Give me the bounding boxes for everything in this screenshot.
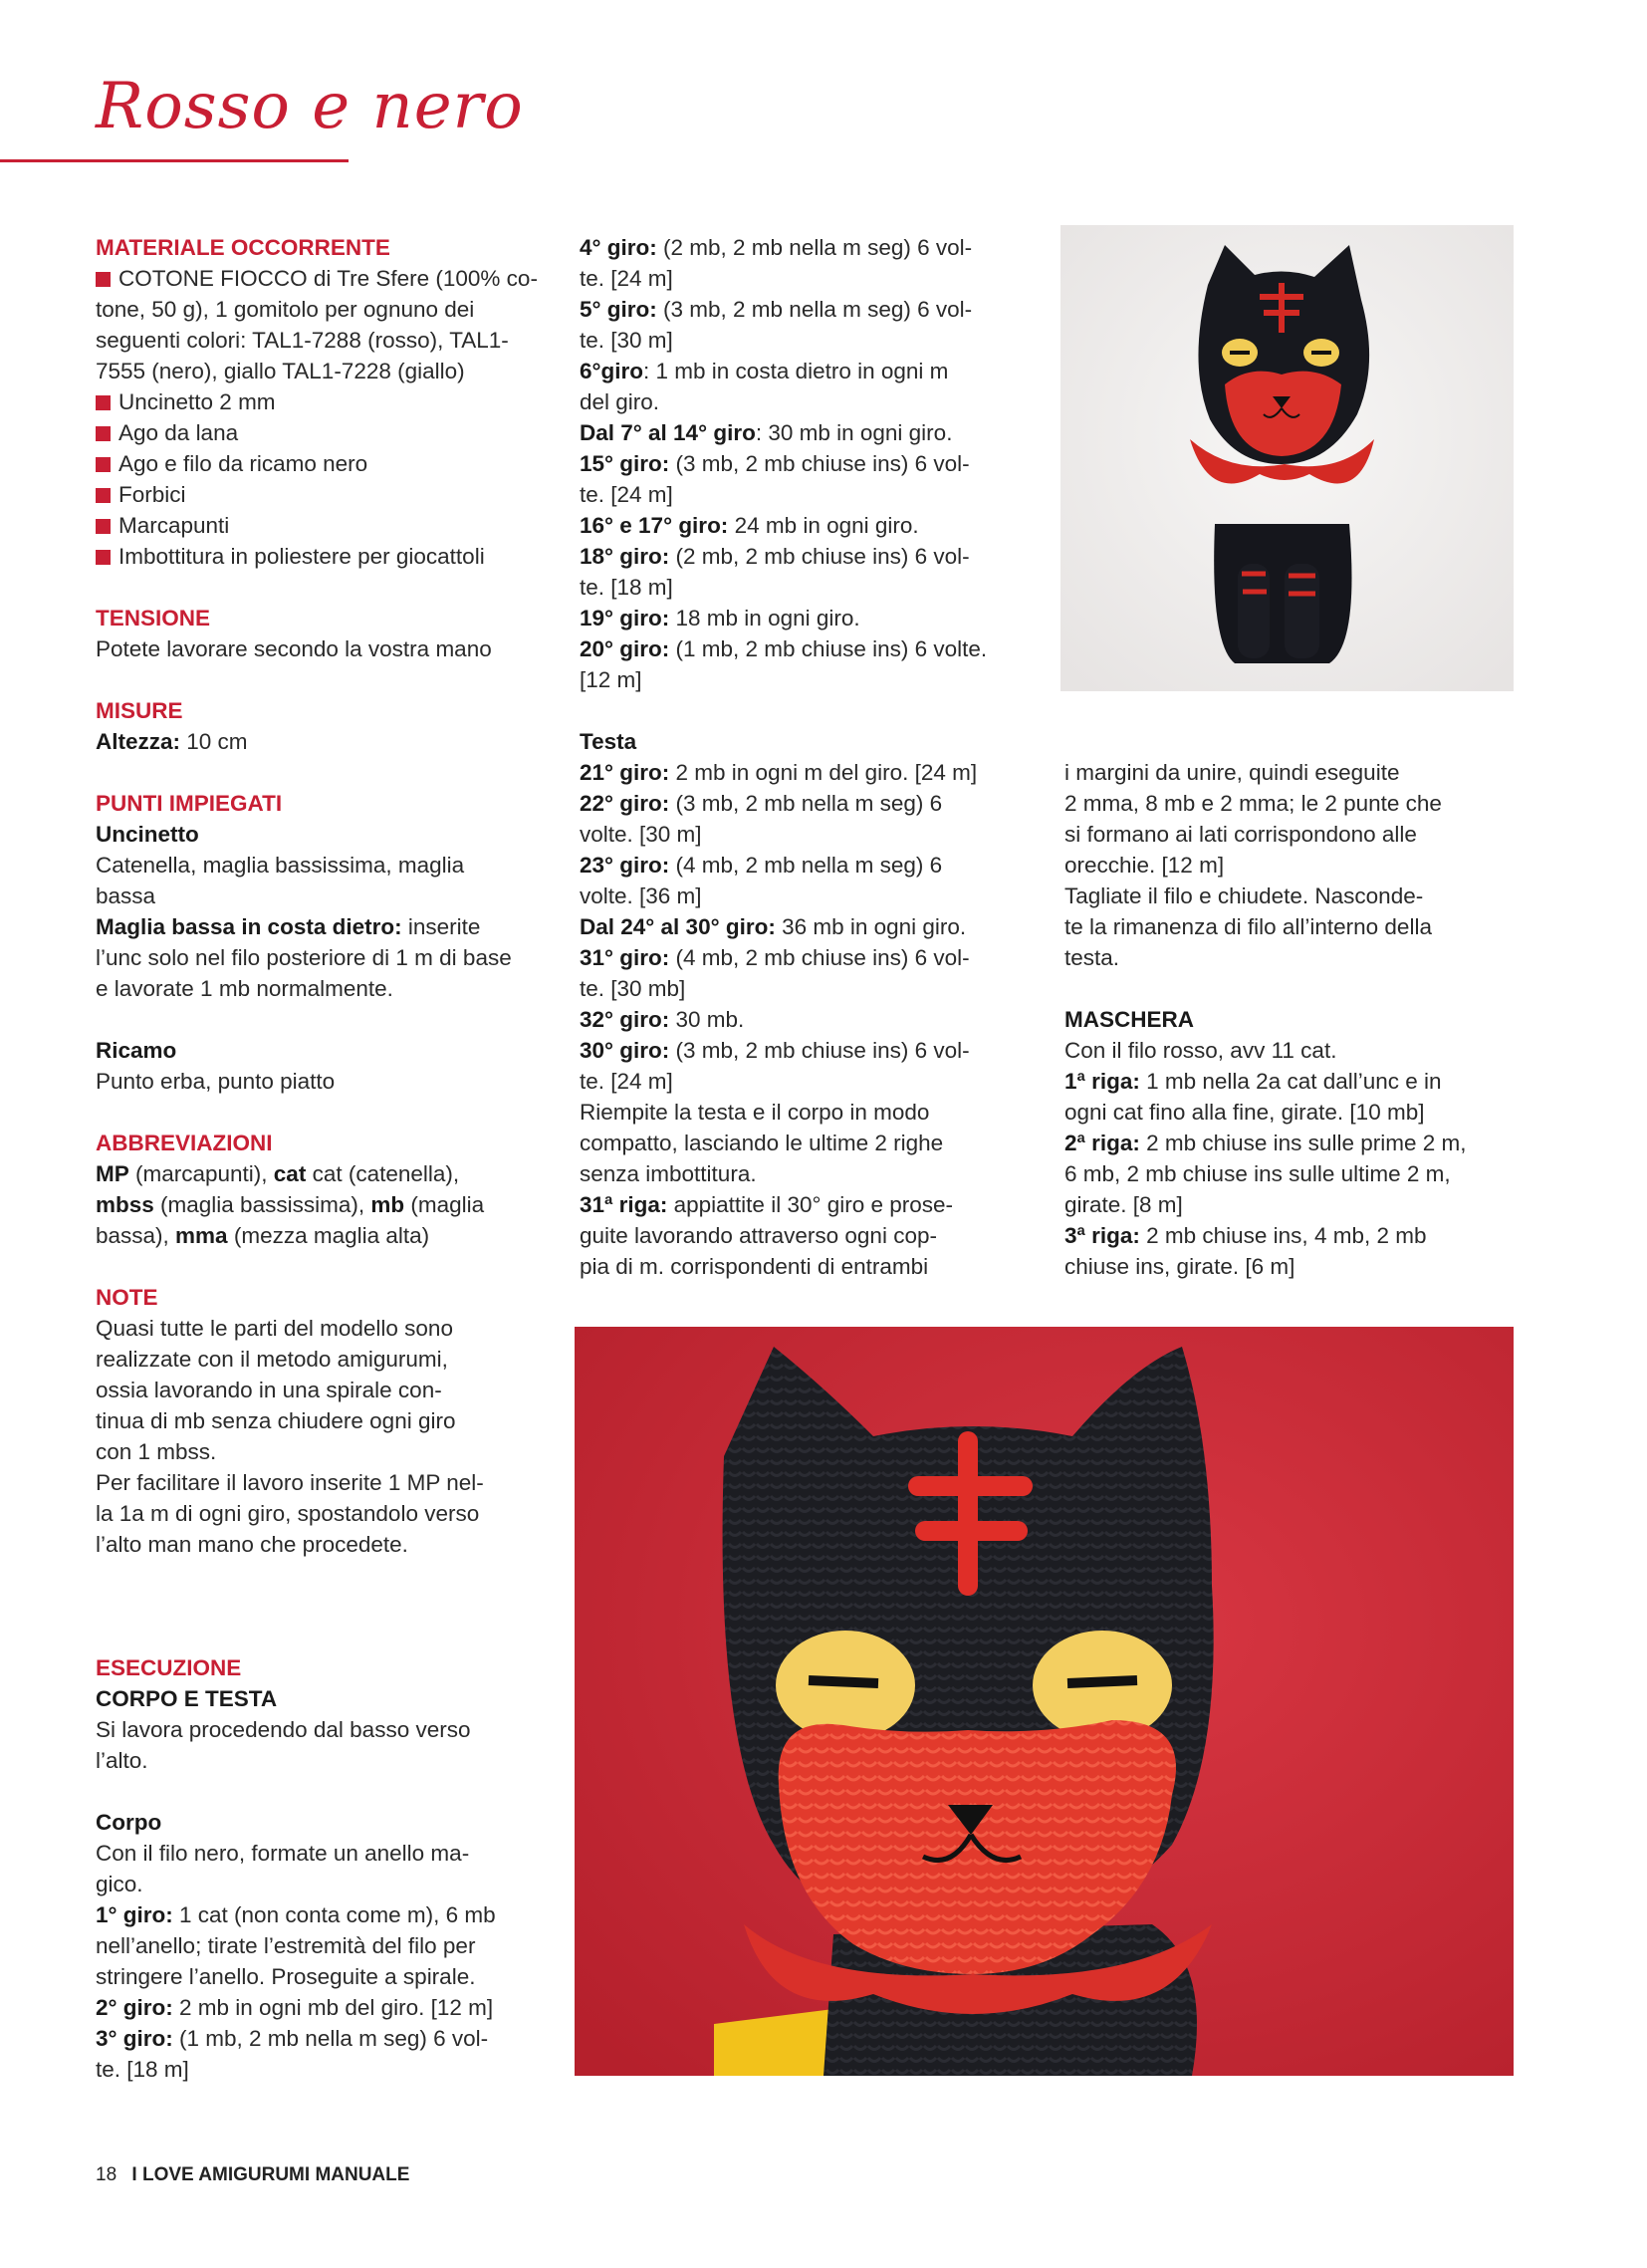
round-line: del giro.	[580, 389, 660, 414]
embroidery-text: Punto erba, punto piatto	[96, 1069, 336, 1094]
bullet-icon	[96, 389, 118, 414]
round-line: 23° giro: (4 mb, 2 mb nella m seg) 6	[580, 853, 943, 878]
page-number: 18	[96, 2164, 118, 2185]
round-line: volte. [36 m]	[580, 883, 702, 908]
back-loop-line: e lavorate 1 mb normalmente.	[96, 976, 393, 1001]
cat-full-illustration	[1060, 225, 1514, 691]
column-2	[580, 232, 1033, 1282]
round-line: 30° giro: (3 mb, 2 mb chiuse ins) 6 vol-	[580, 1038, 970, 1063]
cont-line: Tagliate il filo e chiudete. Nasconde-	[1064, 883, 1424, 908]
mask-row: 2ª riga: 2 mb chiuse ins sulle prime 2 m,	[1064, 1131, 1467, 1155]
materials-item: Imbottitura in poliestere per giocattoli	[96, 541, 546, 572]
round-line: te. [30 m]	[580, 328, 673, 353]
notes-line: realizzate con il metodo amigurumi,	[96, 1347, 448, 1372]
cont-line: 2 mma, 8 mb e 2 mma; le 2 punte che	[1064, 791, 1442, 816]
round-line: 31° giro: (4 mb, 2 mb chiuse ins) 6 vol-	[580, 945, 970, 970]
materials-item-cont: seguenti colori: TAL1-7288 (rosso), TAL1-	[96, 328, 509, 353]
materials-item: COTONE FIOCCO di Tre Sfere (100% co-	[96, 263, 546, 294]
tension-heading: TENSIONE	[96, 606, 211, 630]
round-line: 20° giro: (1 mb, 2 mb chiuse ins) 6 volte.	[580, 636, 988, 661]
round-line: 4° giro: (2 mb, 2 mb nella m seg) 6 vol-	[580, 235, 973, 260]
round-line: 18° giro: (2 mb, 2 mb chiuse ins) 6 vol-	[580, 544, 970, 569]
fill-line: senza imbottitura.	[580, 1161, 757, 1186]
cat-closeup-photo	[575, 1327, 1514, 2076]
bullet-icon	[96, 451, 118, 476]
execution-heading: ESECUZIONE	[96, 1655, 242, 1680]
cont-line: testa.	[1064, 945, 1120, 970]
tension-text: Potete lavorare secondo la vostra mano	[96, 636, 492, 661]
round-line: 32° giro: 30 mb.	[580, 1007, 745, 1032]
cont-line: te la rimanenza di filo all’interno della	[1064, 914, 1432, 939]
materials-item: Uncinetto 2 mm	[96, 386, 546, 417]
magazine-name: I LOVE AMIGURUMI MANUALE	[131, 2164, 410, 2185]
mask-heading: MASCHERA	[1064, 1007, 1195, 1032]
cat-full-photo	[1060, 225, 1514, 691]
notes-heading: NOTE	[96, 1285, 158, 1310]
round-line: te. [24 m]	[580, 482, 673, 507]
rows-b	[580, 757, 1033, 1097]
materials-item-cont: 7555 (nero), giallo TAL1-7228 (giallo)	[96, 359, 465, 383]
mask-row: 1ª riga: 1 mb nella 2a cat dall’unc e in	[1064, 1069, 1442, 1094]
back-loop-line: Maglia bassa in costa dietro: inserite	[96, 914, 481, 939]
round-line: stringere l’anello. Proseguite a spirale.	[96, 1964, 476, 1989]
measures-heading: MISURE	[96, 698, 183, 723]
mask-row: chiuse ins, girate. [6 m]	[1064, 1254, 1295, 1279]
notes-line: con 1 mbss.	[96, 1439, 217, 1464]
bullet-icon	[96, 266, 118, 291]
column-3	[1064, 757, 1515, 1282]
row-line: 31ª riga: appiattite il 30° giro e prose-	[580, 1192, 954, 1217]
back-loop-line: l’unc solo nel filo posteriore di 1 m di base	[96, 945, 512, 970]
notes-line: Quasi tutte le parti del modello sono	[96, 1316, 453, 1341]
body-head-subheading: CORPO E TESTA	[96, 1686, 278, 1711]
body-line: Con il filo nero, formate un anello ma-	[96, 1841, 470, 1866]
bullet-icon	[96, 482, 118, 507]
round-line: 2° giro: 2 mb in ogni mb del giro. [12 m]	[96, 1995, 494, 2020]
mask-row: 6 mb, 2 mb chiuse ins sulle ultime 2 m,	[1064, 1161, 1451, 1186]
round-line: Dal 24° al 30° giro: 36 mb in ogni giro.	[580, 914, 967, 939]
execution-line: Si lavora procedendo dal basso verso	[96, 1717, 471, 1742]
body-line: gico.	[96, 1872, 143, 1896]
cont-line: orecchie. [12 m]	[1064, 853, 1225, 878]
notes-line: l’alto man mano che procedete.	[96, 1532, 408, 1557]
round-line: Dal 7° al 14° giro: 30 mb in ogni giro.	[580, 420, 953, 445]
materials-item: Ago e filo da ricamo nero	[96, 448, 546, 479]
crochet-subheading: Uncinetto	[96, 822, 199, 847]
bullet-icon	[96, 513, 118, 538]
page-title: Rosso e nero	[96, 70, 524, 143]
cont-line: i margini da unire, quindi eseguite	[1064, 760, 1400, 785]
round-line: 5° giro: (3 mb, 2 mb nella m seg) 6 vol-	[580, 297, 973, 322]
round-line: te. [24 m]	[580, 266, 673, 291]
round-line: [12 m]	[580, 667, 642, 692]
crochet-text: bassa	[96, 883, 156, 908]
notes-line: la 1a m di ogni giro, spostandolo verso	[96, 1501, 480, 1526]
round-line: te. [30 mb]	[580, 976, 686, 1001]
round-line: 3° giro: (1 mb, 2 mb nella m seg) 6 vol-	[96, 2026, 489, 2051]
materials-heading: MATERIALE OCCORRENTE	[96, 235, 390, 260]
materials-item-cont: tone, 50 g), 1 gomitolo per ognuno dei	[96, 297, 475, 322]
cat-closeup-illustration	[575, 1327, 1514, 2076]
page-footer	[96, 2164, 409, 2186]
abbr-heading: ABBREVIAZIONI	[96, 1131, 273, 1155]
round-line: nell’anello; tirate l’estremità del filo per	[96, 1933, 476, 1958]
round-line: 6°giro: 1 mb in costa dietro in ogni m	[580, 359, 949, 383]
notes-line: ossia lavorando in una spirale con-	[96, 1378, 442, 1402]
head-subheading: Testa	[580, 729, 637, 754]
row-line: guite lavorando attraverso ogni cop-	[580, 1223, 937, 1248]
row-line: pia di m. corrispondenti di entrambi	[580, 1254, 929, 1279]
round-line: 15° giro: (3 mb, 2 mb chiuse ins) 6 vol-	[580, 451, 970, 476]
fill-line: compatto, lasciando le ultime 2 righe	[580, 1131, 944, 1155]
fill-line: Riempite la testa e il corpo in modo	[580, 1100, 930, 1125]
stitches-heading: PUNTI IMPIEGATI	[96, 791, 283, 816]
crochet-text: Catenella, maglia bassissima, maglia	[96, 853, 465, 878]
round-line: te. [24 m]	[580, 1069, 673, 1094]
materials-item: Forbici	[96, 479, 546, 510]
title-rule	[0, 159, 349, 162]
abbr-line: mbss (maglia bassissima), mb (maglia	[96, 1192, 485, 1217]
round-line: 1° giro: 1 cat (non conta come m), 6 mb	[96, 1902, 496, 1927]
round-line: te. [18 m]	[580, 575, 673, 600]
round-line: 19° giro: 18 mb in ogni giro.	[580, 606, 860, 630]
notes-line: Per facilitare il lavoro inserite 1 MP nel-	[96, 1470, 484, 1495]
abbr-line: MP (marcapunti), cat cat (catenella),	[96, 1161, 460, 1186]
notes-line: tinua di mb senza chiudere ogni giro	[96, 1408, 456, 1433]
round-line: 22° giro: (3 mb, 2 mb nella m seg) 6	[580, 791, 943, 816]
mask-row: girate. [8 m]	[1064, 1192, 1183, 1217]
mask-row: 3ª riga: 2 mb chiuse ins, 4 mb, 2 mb	[1064, 1223, 1427, 1248]
body-subheading: Corpo	[96, 1810, 162, 1835]
mask-row: ogni cat fino alla fine, girate. [10 mb]	[1064, 1100, 1425, 1125]
materials-item: Ago da lana	[96, 417, 546, 448]
execution-line: l’alto.	[96, 1748, 148, 1773]
round-line: volte. [30 m]	[580, 822, 702, 847]
embroidery-subheading: Ricamo	[96, 1038, 177, 1063]
round-line: 21° giro: 2 mb in ogni m del giro. [24 m]	[580, 760, 978, 785]
bullet-icon	[96, 544, 118, 569]
height-line: Altezza: 10 cm	[96, 729, 248, 754]
materials-item: Marcapunti	[96, 510, 546, 541]
round-line: 16° e 17° giro: 24 mb in ogni giro.	[580, 513, 919, 538]
abbr-line: bassa), mma (mezza maglia alta)	[96, 1223, 430, 1248]
rows-a	[580, 232, 1033, 695]
round-line: te. [18 m]	[96, 2057, 189, 2082]
bullet-icon	[96, 420, 118, 445]
cont-line: si formano ai lati corrispondono alle	[1064, 822, 1417, 847]
mask-intro: Con il filo rosso, avv 11 cat.	[1064, 1038, 1337, 1063]
column-1	[96, 232, 546, 2085]
